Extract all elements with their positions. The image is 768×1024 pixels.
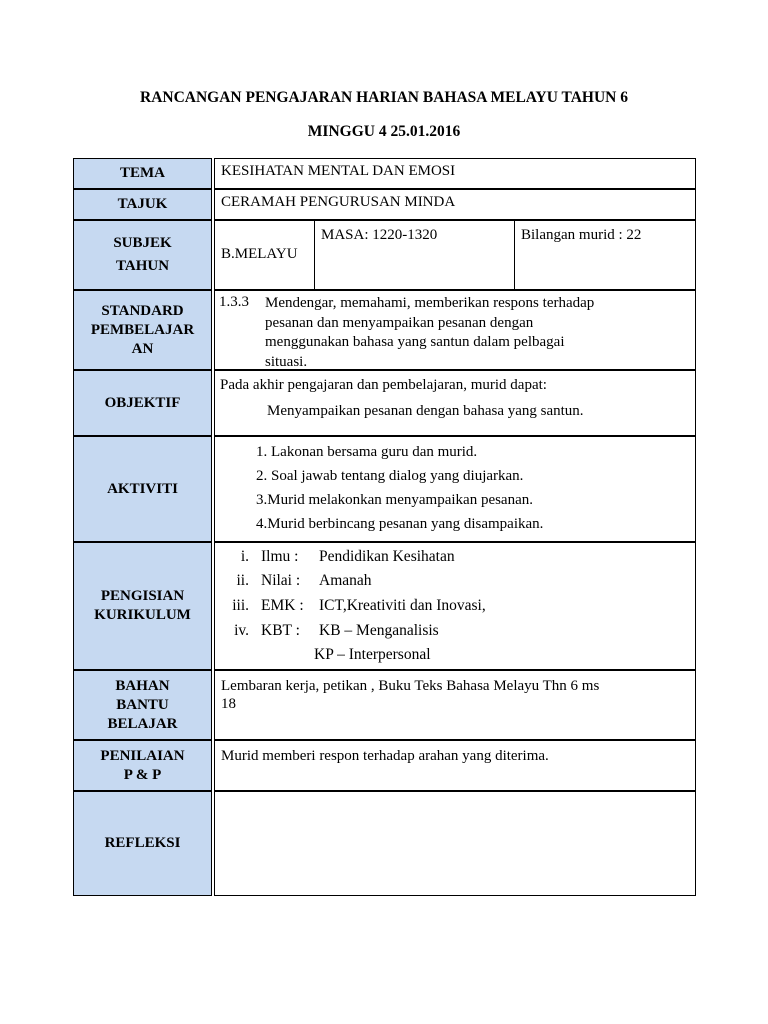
label-penilaian-line1: PENILAIAN bbox=[100, 747, 185, 764]
aktiviti-item: 3.Murid melakonkan menyampaikan pesanan. bbox=[256, 492, 534, 508]
label-aktiviti bbox=[73, 436, 212, 542]
kurikulum-value: Pendidikan Kesihatan bbox=[319, 548, 455, 565]
label-subjek-line1: SUBJEK bbox=[113, 235, 172, 251]
label-kurikulum bbox=[73, 542, 212, 670]
kurikulum-value: Amanah bbox=[319, 572, 372, 589]
kurikulum-extra: KP – Interpersonal bbox=[314, 646, 431, 663]
standard-code: 1.3.3 bbox=[219, 294, 249, 310]
row-kurikulum bbox=[73, 542, 696, 670]
objektif-line2: Menyampaikan pesanan dengan bahasa yang santun. bbox=[267, 403, 584, 419]
value-refleksi bbox=[214, 791, 696, 896]
standard-line2: pesanan dan menyampaikan pesanan dengan bbox=[265, 314, 534, 331]
label-standard-line3: AN bbox=[131, 340, 154, 357]
standard-text bbox=[265, 294, 685, 372]
subject-cell bbox=[215, 221, 315, 289]
value-subjek bbox=[214, 220, 696, 290]
row-penilaian bbox=[73, 740, 696, 791]
label-objektif bbox=[73, 370, 212, 436]
row-tajuk bbox=[73, 189, 696, 220]
standard-line3: menggunakan bahasa yang santun dalam pelbagai bbox=[265, 334, 565, 350]
label-penilaian bbox=[73, 740, 212, 791]
row-aktiviti bbox=[73, 436, 696, 542]
document-subtitle: MINGGU 4 25.01.2016 bbox=[307, 123, 461, 140]
objektif-line1: Pada akhir pengajaran dan pembelajaran, murid dapat: bbox=[220, 377, 547, 393]
kurikulum-key: EMK : bbox=[261, 597, 304, 614]
row-refleksi bbox=[73, 791, 696, 896]
kurikulum-key: Ilmu : bbox=[261, 548, 299, 565]
value-kurikulum bbox=[214, 542, 696, 670]
value-tajuk: CERAMAH PENGURUSAN MINDA bbox=[214, 189, 696, 220]
value-aktiviti bbox=[214, 436, 696, 542]
label-text: AKTIVITI bbox=[107, 480, 178, 497]
kurikulum-num: i. bbox=[240, 548, 249, 565]
value-tema: KESIHATAN MENTAL DAN EMOSI bbox=[214, 158, 696, 189]
kurikulum-value: KB – Menganalisis bbox=[319, 622, 439, 639]
row-tema bbox=[73, 158, 696, 189]
value-standard bbox=[214, 290, 696, 370]
label-tema bbox=[73, 158, 212, 189]
row-bahan bbox=[73, 670, 696, 740]
kurikulum-value: ICT,Kreativiti dan Inovasi, bbox=[319, 597, 486, 614]
label-bahan-line3: BELAJAR bbox=[107, 715, 178, 732]
kurikulum-num: ii. bbox=[236, 572, 249, 589]
bilangan-cell: Bilangan murid : 22 bbox=[521, 227, 642, 243]
label-refleksi bbox=[73, 791, 212, 896]
label-kurikulum-line2: KURIKULUM bbox=[94, 607, 191, 623]
label-standard-line1: STANDARD bbox=[101, 302, 184, 319]
label-text: OBJEKTIF bbox=[104, 394, 181, 411]
standard-line1: Mendengar, memahami, memberikan respons terhadap bbox=[265, 295, 595, 311]
label-penilaian-line2: P & P bbox=[123, 766, 162, 783]
label-standard bbox=[73, 290, 212, 370]
aktiviti-item: 1. Lakonan bersama guru dan murid. bbox=[256, 444, 478, 460]
aktiviti-item: 2. Soal jawab tentang dialog yang diujarkan. bbox=[256, 468, 524, 484]
row-standard bbox=[73, 290, 696, 370]
value-objektif bbox=[214, 370, 696, 436]
kurikulum-num: iv. bbox=[234, 622, 249, 639]
label-bahan-line1: BAHAN bbox=[115, 677, 170, 694]
masa-cell: MASA: 1220-1320 bbox=[315, 221, 515, 289]
bahan-line2: 18 bbox=[221, 696, 236, 712]
aktiviti-item: 4.Murid berbincang pesanan yang disampaikan. bbox=[256, 516, 544, 532]
label-subjek bbox=[73, 220, 212, 290]
label-subjek-line2: TAHUN bbox=[115, 258, 170, 274]
value-penilaian: Murid memberi respon terhadap arahan yang diterima. bbox=[214, 740, 696, 791]
label-kurikulum-line1: PENGISIAN bbox=[100, 588, 185, 604]
label-text: TEMA bbox=[120, 165, 165, 181]
label-bahan-line2: BANTU bbox=[116, 696, 169, 713]
document-title: RANCANGAN PENGAJARAN HARIAN BAHASA MELAYU TAHUN 6 bbox=[140, 89, 628, 106]
row-subjek bbox=[73, 220, 696, 290]
kurikulum-num: iii. bbox=[232, 597, 249, 614]
label-tajuk bbox=[73, 189, 212, 220]
label-standard-line2: PEMBELAJAR bbox=[90, 321, 195, 338]
label-text: REFLEKSI bbox=[104, 835, 181, 851]
subject-value: B.MELAYU bbox=[221, 246, 298, 262]
kurikulum-key: Nilai : bbox=[261, 572, 301, 589]
label-text: TAJUK bbox=[117, 196, 168, 212]
bahan-line1: Lembaran kerja, petikan , Buku Teks Bahasa Melayu Thn 6 ms bbox=[221, 678, 600, 694]
value-bahan bbox=[214, 670, 696, 740]
standard-line4: situasi. bbox=[265, 353, 308, 370]
label-bahan bbox=[73, 670, 212, 740]
kurikulum-key: KBT : bbox=[261, 622, 300, 639]
row-objektif bbox=[73, 370, 696, 436]
